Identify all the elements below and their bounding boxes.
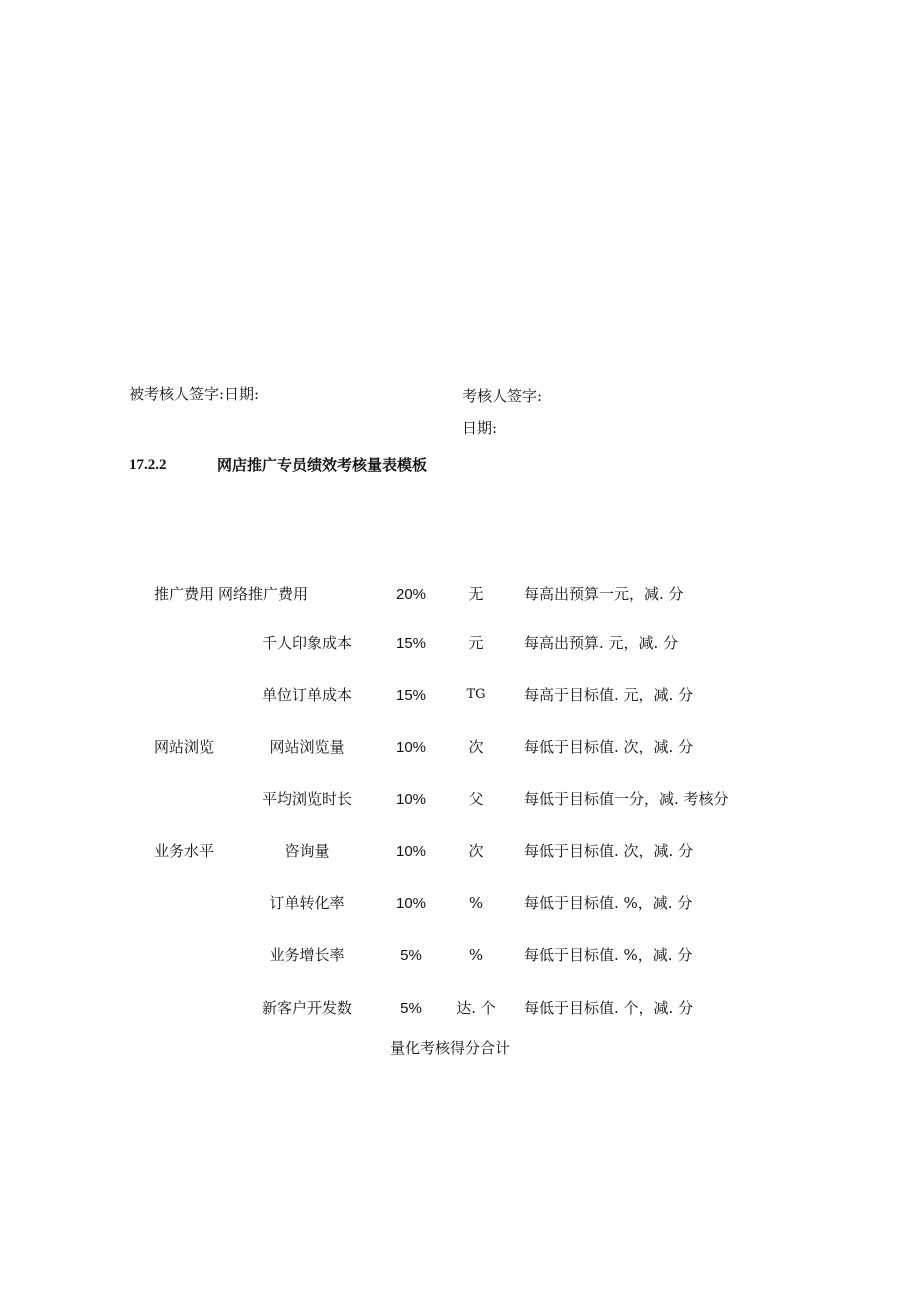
row-category: 推广费用 (154, 585, 215, 603)
row-weight: 15% (395, 635, 427, 652)
row-unit: 元 (468, 634, 484, 652)
row-item: 业务增长率 (269, 946, 345, 964)
section-number: 17.2.2 (129, 457, 167, 473)
examiner-signature-line: 考核人签字: (462, 387, 543, 405)
row-weight: 10% (395, 739, 427, 756)
row-unit: 达. 个 (456, 999, 496, 1017)
row-unit: 次 (468, 842, 484, 860)
row-rule: 每低于目标值. %，减. 分 (524, 946, 693, 964)
row-weight: 10% (395, 843, 427, 860)
row-item: 网站浏览量 (269, 738, 345, 756)
row-item: 网络推广费用 (218, 585, 309, 603)
section-title: 网店推广专员绩效考核量表模板 (217, 456, 428, 474)
row-item: 单位订单成本 (261, 686, 352, 704)
row-weight: 5% (400, 947, 422, 964)
row-rule: 每低于目标值. %，减. 分 (524, 894, 693, 912)
row-weight: 5% (400, 1000, 422, 1017)
row-category: 业务水平 (154, 842, 215, 860)
quantified-score-total-label: 量化考核得分合计 (390, 1039, 511, 1057)
examiner-date-line: 日期: (462, 419, 498, 437)
row-unit: % (468, 894, 484, 912)
row-rule: 每高出预算. 元，减. 分 (524, 634, 679, 652)
row-item: 千人印象成本 (261, 634, 352, 652)
row-rule: 每高于目标值. 元，减. 分 (524, 686, 694, 704)
row-weight: 10% (395, 791, 427, 808)
row-weight: 15% (395, 687, 427, 704)
row-rule: 每低于目标值一分，减. 考核分 (524, 790, 729, 808)
row-unit: % (468, 946, 484, 964)
row-item: 新客户开发数 (261, 999, 352, 1017)
row-item: 平均浏览时长 (261, 790, 352, 808)
row-unit: 父 (468, 790, 484, 808)
row-item: 咨询量 (284, 842, 330, 860)
row-rule: 每低于目标值. 个，减. 分 (524, 999, 694, 1017)
row-unit: 无 (468, 585, 484, 603)
row-rule: 每低于目标值. 次，减. 分 (524, 738, 694, 756)
row-unit: 次 (468, 738, 484, 756)
row-unit: TG (466, 687, 486, 702)
row-rule: 每低于目标值. 次，减. 分 (524, 842, 694, 860)
row-category: 网站浏览 (154, 738, 215, 756)
examinee-signature-line: 被考核人签字:日期: (129, 385, 260, 403)
row-weight: 10% (395, 895, 427, 912)
row-item: 订单转化率 (269, 894, 345, 912)
row-rule: 每高出预算一元，减. 分 (524, 585, 684, 603)
row-weight: 20% (395, 586, 427, 603)
